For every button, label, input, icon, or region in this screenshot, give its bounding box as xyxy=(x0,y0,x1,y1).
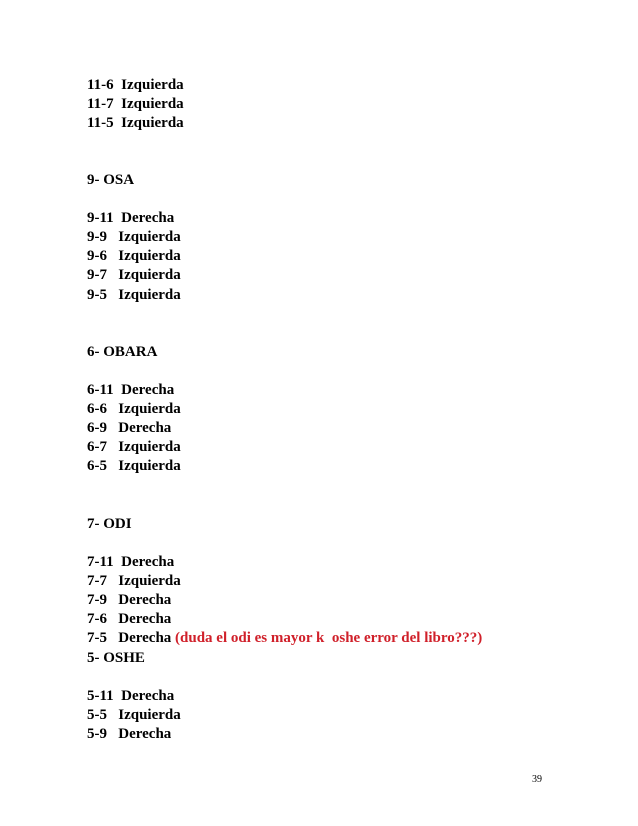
section-heading-osa: 9- OSA xyxy=(87,172,135,188)
line-9-9: 9-9 Izquierda xyxy=(87,229,181,245)
line-9-7: 9-7 Izquierda xyxy=(87,267,181,283)
line-9-6: 9-6 Izquierda xyxy=(87,248,181,264)
line-6-11: 6-11 Derecha xyxy=(87,382,175,398)
line-11-6: 11-6 Izquierda xyxy=(87,77,184,93)
line-7-5-text: 7-5 Derecha xyxy=(87,630,176,646)
section-heading-odi: 7- ODI xyxy=(87,516,132,532)
line-11-7: 11-7 Izquierda xyxy=(87,96,184,112)
line-6-6: 6-6 Izquierda xyxy=(87,401,181,417)
line-7-9: 7-9 Derecha xyxy=(87,592,172,608)
line-5-11: 5-11 Derecha xyxy=(87,688,175,704)
page-number: 39 xyxy=(532,774,542,785)
line-5-9: 5-9 Derecha xyxy=(87,726,172,742)
line-9-11: 9-11 Derecha xyxy=(87,210,175,226)
line-7-5 xyxy=(87,629,482,648)
line-9-5: 9-5 Izquierda xyxy=(87,287,181,303)
line-7-7: 7-7 Izquierda xyxy=(87,573,181,589)
line-6-5: 6-5 Izquierda xyxy=(87,458,181,474)
author-note: (duda el odi es mayor k oshe error del libro???) xyxy=(175,630,483,646)
section-heading-obara: 6- OBARA xyxy=(87,344,158,360)
line-6-9: 6-9 Derecha xyxy=(87,420,172,436)
section-heading-oshe: 5- OSHE xyxy=(87,650,145,666)
line-11-5: 11-5 Izquierda xyxy=(87,115,184,131)
line-7-11: 7-11 Derecha xyxy=(87,554,175,570)
line-7-6: 7-6 Derecha xyxy=(87,611,172,627)
line-5-5: 5-5 Izquierda xyxy=(87,707,181,723)
line-6-7: 6-7 Izquierda xyxy=(87,439,181,455)
